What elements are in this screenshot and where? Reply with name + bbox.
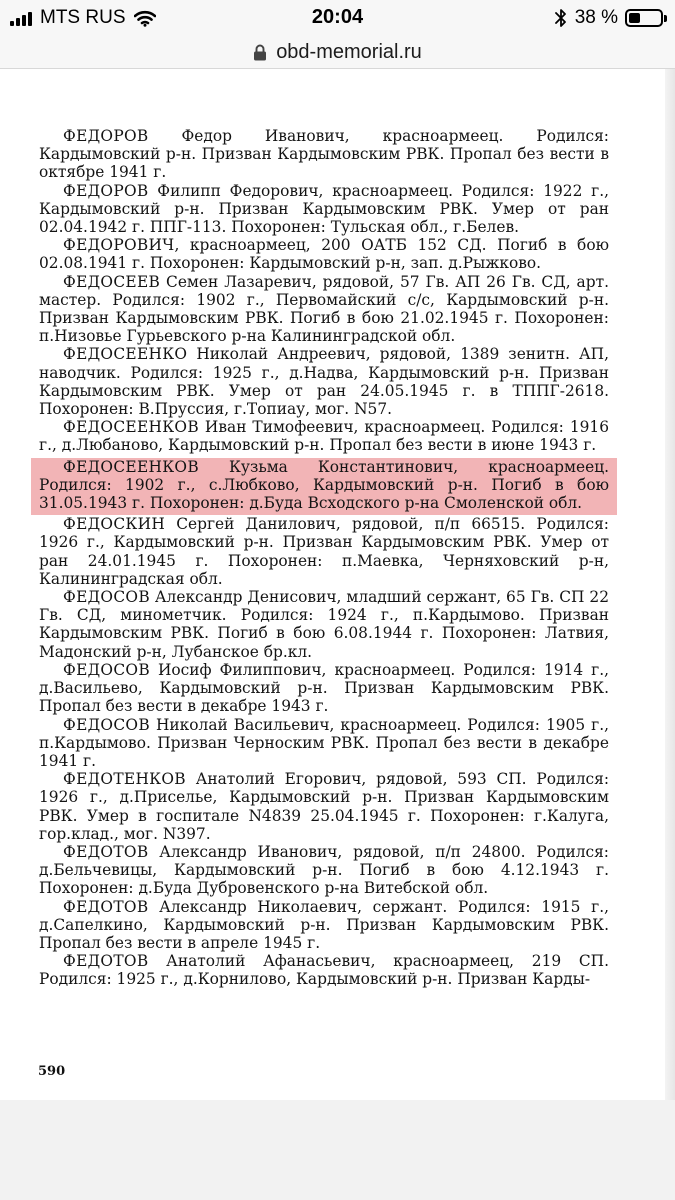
entry-fedosov-aleksandr — [39, 588, 609, 661]
entry-surname: ФЕДОРОВ — [63, 127, 149, 145]
entry-text: Кузьма Константинович, красноармеец. Родился: 1902 г., с.Любково, Кардымовский р-н. Погиб в бою 31.05.1943 г. Похоронен: д.Буда Всходского р-на Смоленской обл. — [39, 457, 609, 513]
url-text[interactable]: obd-memorial.ru — [276, 40, 422, 63]
entry-surname: ФЕДОСЕЕВ — [63, 272, 161, 291]
entry-fedoseenko-nikolai — [39, 345, 609, 418]
entry-surname: ФЕДОТОВ — [63, 842, 149, 861]
entry-surname: ФЕДОРОВИЧ — [63, 236, 175, 255]
entry-text: Александр Иванович, рядовой, п/п 24800. Родился: д.Бельчевицы, Кардымовский р-н. Погиб в бою 4.12.1943 г. Похоронен: д.Буда Дубровенского р-на Витебской обл. — [39, 842, 609, 898]
entry-text: Семен Лазаревич, рядовой, 57 Гв. АП 26 Гв. СД, арт. мастер. Родился: 1902 г., Первомайский с/с, Кардымовский р-н. Призван Кардымовским РВК. Погиб в бою 21.02.1945 г. Похоронен: п.Низовье Гурьевского р-на Калининградской обл. — [39, 272, 609, 346]
page-edge-shadow — [665, 69, 675, 1100]
entry-fedoseev-semen — [39, 273, 609, 346]
status-right — [555, 7, 663, 29]
entry-surname: ФЕДОСОВ — [63, 588, 150, 607]
entry-fedorov-fedor — [39, 127, 609, 182]
bluetooth-icon — [555, 8, 567, 28]
entry-surname: ФЕДОСОВ — [63, 715, 150, 734]
clock: 20:04 — [311, 6, 364, 28]
entry-text: Иосиф Филиппович, красноармеец. Родился: 1914 г., д.Васильево, Кардымовский р-н. Призван Кардымовским РВК. Пропал без вести в декабре 1943 г. — [39, 660, 609, 716]
carrier-label: MTS RUS — [40, 7, 126, 28]
page-number: 590 — [38, 1064, 66, 1079]
entry-fedotov-aleksandr-nikolaevich — [39, 898, 609, 953]
highlighted-entry-fedoseenkov-kuzma — [31, 458, 617, 516]
status-bar — [0, 0, 675, 36]
entry-fedorov-filipp — [39, 182, 609, 237]
entry-text: Николай Андреевич, рядовой, 1389 зенитн. АП, наводчик. Родился: 1925 г., д.Надва, Кардымовский р-н. Призван Кардымовским РВК. Умер от ран 24.05.1945 г. в ТППГ-2618. Похоронен: В.Пруссия, г.Топиау, мог. N57. — [39, 345, 609, 419]
entry-fedorovich — [39, 236, 609, 272]
entry-text: Анатолий Егорович, рядовой, 593 СП. Родился: 1926 г., д.Приселье, Кардымовский р-н. Призван Кардымовским РВК. Умер в госпитале N4839 25.04.1945 г. Похоронен: г.Калуга, гор.клад., мог. N397. — [39, 770, 609, 843]
entry-fedotenkov-anatolii — [39, 770, 609, 843]
memorial-list — [39, 127, 609, 989]
entry-surname: ФЕДОРОВ — [63, 181, 149, 200]
entry-text: Сергей Данилович, рядовой, п/п 66515. Родился: 1926 г., Кардымовский р-н. Призван Кардымовским РВК. Умер от ран 24.01.1945 г. Похоронен: п.Маевка, Черняховский р-н, Калининградская обл. — [39, 515, 609, 588]
entry-fedoseenkov-ivan — [39, 418, 609, 454]
entry-text: Федор Иванович, красноармеец. Родился: Кардымовский р-н. Призван Кардымовским РВК. Пропал без вести в октябре 1941 г. — [39, 127, 609, 182]
entry-fedotov-anatolii — [39, 952, 609, 988]
entry-text: Анатолий Афанасьевич, красноармеец, 219 СП. Родился: 1925 г., д.Корнилово, Кардымовский р-н. Призван Карды- — [39, 952, 609, 989]
battery-icon — [625, 9, 663, 27]
entry-surname: ФЕДОСЕЕНКО — [63, 345, 188, 364]
entry-text: , красноармеец, 200 ОАТБ 152 СД. Погиб в бою 02.08.1941 г. Похоронен: Кардымовский р-н, зап. д.Рыжково. — [39, 236, 609, 273]
entry-fedosov-iosif — [39, 661, 609, 716]
browser-bottom-area — [0, 1100, 675, 1200]
entry-fedoskin-sergei — [39, 515, 609, 588]
entry-surname: ФЕДОСЕЕНКОВ — [63, 457, 199, 476]
entry-fedotov-aleksandr-ivanovich — [39, 843, 609, 898]
scanned-page — [0, 69, 675, 1100]
entry-text: Александр Николаевич, сержант. Родился: 1915 г., д.Сапелкино, Кардымовский р-н. Призван Кардымовским РВК. Пропал без вести в апреле 1945 г. — [39, 897, 609, 952]
address-bar[interactable] — [0, 36, 675, 69]
entry-surname: ФЕДОТЕНКОВ — [63, 770, 186, 789]
entry-text: Филипп Федорович, красноармеец. Родился: 1922 г., Кардымовский р-н. Призван Кардымовским РВК. Умер от ран 02.04.1942 г. ППГ-113. Похоронен: Тульская обл., г.Белев. — [39, 181, 609, 237]
entry-surname: ФЕДОСОВ — [63, 660, 150, 679]
entry-fedosov-nikolai — [39, 716, 609, 771]
entry-text: Иван Тимофеевич, красноармеец. Родился: 1916 г., д.Любаново, Кардымовский р-н. Пропал без вести в июне 1943 г. — [39, 418, 609, 455]
entry-surname: ФЕДОТОВ — [63, 897, 149, 916]
entry-surname: ФЕДОСКИН — [63, 515, 166, 534]
entry-text: Николай Васильевич, красноармеец. Родился: 1905 г., п.Кардымово. Призван Черноским РВК. Пропал без вести в декабре 1941 г. — [39, 715, 609, 770]
entry-surname: ФЕДОСЕЕНКОВ — [63, 418, 199, 437]
battery-percent: 38 % — [574, 7, 618, 28]
entry-surname: ФЕДОТОВ — [63, 952, 149, 971]
lock-icon — [253, 44, 267, 61]
entry-text: Александр Денисович, младший сержант, 65 Гв. СП 22 Гв. СД, минометчик. Родился: 1924 г., п.Кардымово. Призван Кардымовским РВК. Погиб в бою 6.08.1944 г. Похоронен: Латвия, Мадонский р-н, Лубанское бр.кл. — [39, 588, 609, 661]
